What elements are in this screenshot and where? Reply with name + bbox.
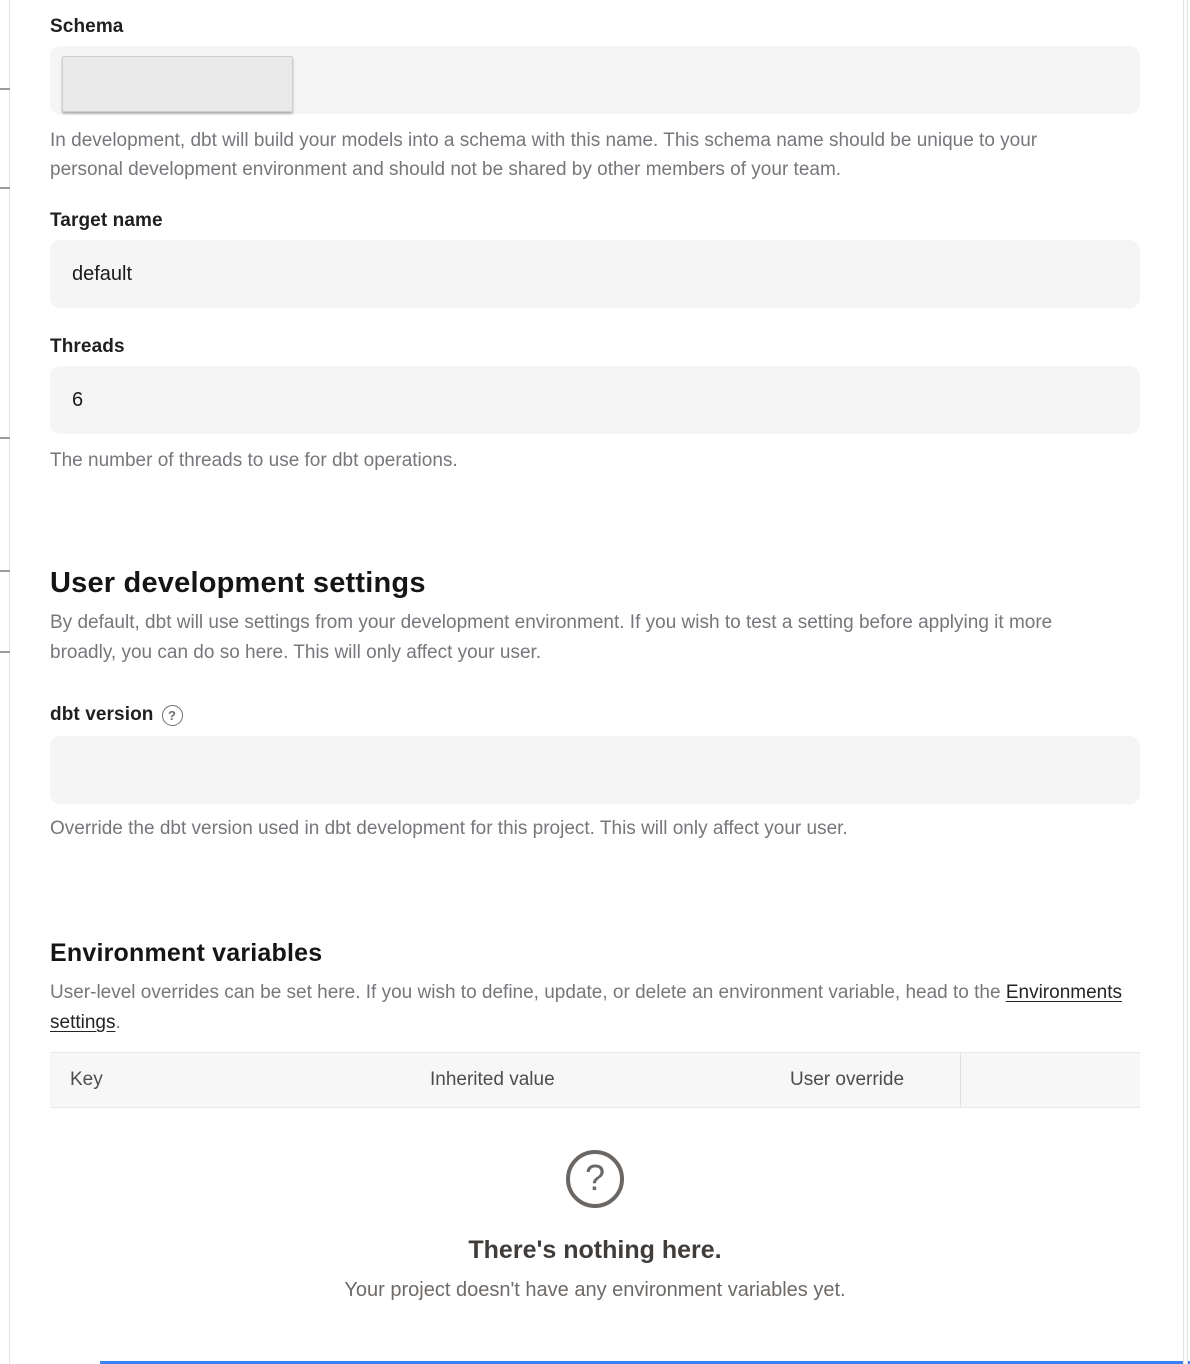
- dbt-version-label: dbt version: [50, 704, 154, 725]
- env-description-text: User-level overrides can be set here. If you wish to define, update, or delete an environment variable, head to the: [50, 982, 1006, 1003]
- environment-variables-description: [50, 978, 1135, 1038]
- redacted-value-overlay: [62, 56, 293, 112]
- settings-content: [50, 0, 1140, 1302]
- left-rail-tick: [0, 88, 10, 90]
- left-rail-tick: [0, 437, 10, 439]
- user-development-settings-description: By default, dbt will use settings from your development environment. If you wish to test a setting before applying it more broadly, you can do so here. This will only affect your user.: [50, 612, 1053, 663]
- left-panel-edge: [0, 0, 10, 1364]
- environment-variables-title: Environment variables: [50, 939, 323, 967]
- env-description-period: .: [115, 1012, 121, 1033]
- help-icon[interactable]: ?: [162, 705, 183, 726]
- env-vars-table-header: [50, 1052, 1140, 1108]
- env-vars-empty-state: [50, 1150, 1140, 1302]
- dbt-version-help-text: Override the dbt version used in dbt development for this project. This will only affect your user.: [50, 818, 848, 839]
- column-header-actions: [960, 1053, 1140, 1107]
- dbt-version-input[interactable]: [50, 736, 1140, 804]
- schema-label: Schema: [50, 16, 124, 37]
- question-mark-circle-icon: ?: [566, 1150, 624, 1208]
- target-name-input[interactable]: [50, 240, 1140, 308]
- user-development-settings-title: User development settings: [50, 567, 426, 599]
- left-rail-tick: [0, 651, 10, 653]
- threads-input[interactable]: [50, 366, 1140, 434]
- column-header-inherited-value: Inherited value: [430, 1069, 555, 1090]
- schema-input[interactable]: [50, 46, 1140, 114]
- empty-state-title: There's nothing here.: [468, 1236, 722, 1264]
- column-header-key: Key: [70, 1069, 103, 1090]
- left-rail-tick: [0, 187, 10, 189]
- empty-state-subtitle: Your project doesn't have any environment variables yet.: [344, 1279, 846, 1301]
- target-name-label: Target name: [50, 210, 163, 231]
- column-header-user-override: User override: [790, 1069, 905, 1090]
- schema-help-text: In development, dbt will build your models into a schema with this name. This schema name should be unique to your personal development environment and should not be shared by other members of your team.: [50, 130, 1038, 180]
- scrollbar[interactable]: [1183, 0, 1188, 1364]
- threads-label: Threads: [50, 336, 125, 357]
- threads-help-text: The number of threads to use for dbt operations.: [50, 450, 458, 471]
- left-rail-tick: [0, 570, 10, 572]
- environments-settings-link[interactable]: Environments settings: [50, 982, 1123, 1033]
